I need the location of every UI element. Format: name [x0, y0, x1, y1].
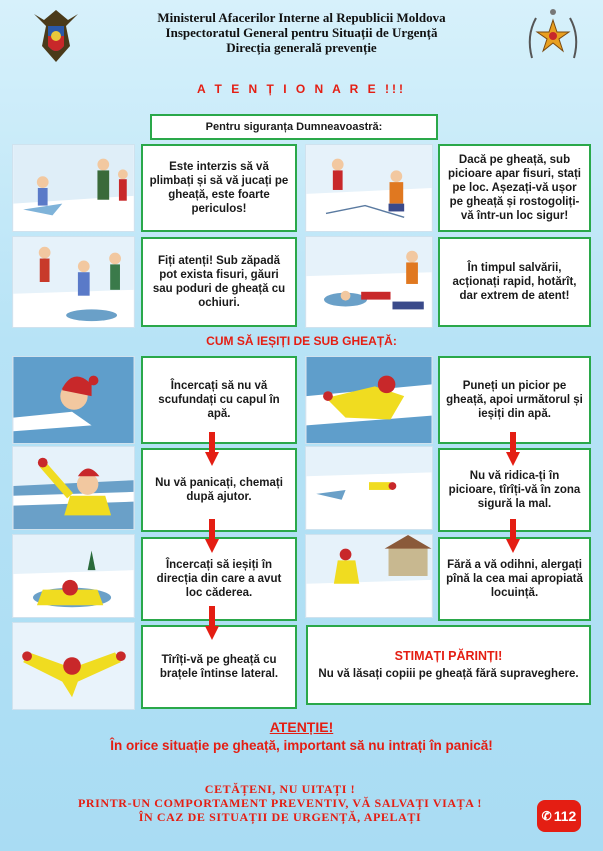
- illustration-run-home: [305, 534, 433, 618]
- step-box-left-1: [141, 356, 297, 444]
- tip-box-4: [438, 237, 591, 327]
- warning-text: În orice situație pe gheață, important să nu intrați în panică!: [110, 738, 493, 753]
- arrow-down-icon: [506, 519, 520, 553]
- emergency-number: 112: [553, 808, 577, 824]
- igsu-emblem-icon: [524, 6, 582, 66]
- header: [100, 10, 503, 55]
- illustration-crawl-arms-spread: [12, 622, 135, 710]
- parents-box: [306, 625, 591, 705]
- illustration-exit-direction: [12, 534, 135, 618]
- moldova-coat-of-arms-icon: [28, 6, 84, 68]
- step-box-left-2: [141, 448, 297, 532]
- parents-title: STIMAȚI PĂRINȚI!: [394, 649, 503, 663]
- illustration-rescue-chain: [305, 236, 433, 328]
- attention-title: A T E N Ț I O N A R E !!!: [197, 82, 406, 96]
- bottom-message: [40, 782, 520, 824]
- illustration-kids-on-ice: [12, 144, 135, 232]
- tip-box-2: [438, 144, 591, 232]
- step-box-left-3: [141, 537, 297, 621]
- illustration-leg-on-ice: [305, 356, 433, 444]
- header-ministry: Ministerul Afacerilor Interne al Republicii Moldova: [157, 10, 446, 25]
- tip-box-1: [141, 144, 297, 232]
- illustration-call-for-help: [12, 446, 135, 530]
- step-box-left-4: [141, 625, 297, 709]
- tip-text-2: Dacă pe gheață, sub picioare apar fisuri, stați pe loc. Așezați-vă ușor pe gheață și rostogoliți-vă într-un loc sigur!: [448, 154, 581, 222]
- parents-text: Nu vă lăsați copiii pe gheață fără supraveghere.: [318, 668, 579, 680]
- step-right-text-1: Puneți un picior pe gheață, apoi următorul și ieșiți din apă.: [446, 380, 583, 420]
- header-inspectorate: Inspectoratul General pentru Situații de Urgență: [165, 25, 438, 40]
- safety-heading-text: Pentru siguranța Dumneavoastră:: [205, 121, 383, 133]
- illustration-crawl-to-shore: [305, 446, 433, 530]
- arrow-down-icon: [205, 432, 219, 466]
- tip-text-3: Fiți atenți! Sub zăpadă pot exista fisuri, găuri sau poduri de gheață cu ochiuri.: [152, 255, 286, 309]
- bottom-line-1: CETĂȚENI, NU UITAȚI !: [204, 782, 356, 796]
- arrow-down-icon: [205, 519, 219, 553]
- phone-icon: ✆: [541, 809, 552, 823]
- illustration-head-above-water: [12, 356, 135, 444]
- escape-heading: CUM SĂ IEȘIȚI DE SUB GHEAȚĂ:: [206, 334, 397, 348]
- arrow-down-icon: [506, 432, 520, 466]
- step-left-text-2: Nu vă panicați, chemați după ajutor.: [155, 477, 283, 503]
- step-left-text-3: Încercați să ieșiți în direcția din care a avut loc căderea.: [156, 559, 282, 599]
- step-left-text-1: Încercați să nu vă scufundați cu capul în apă.: [158, 380, 280, 420]
- safety-heading: [150, 114, 438, 140]
- step-right-text-2: Nu vă ridica-ți în picioare, tîrîți-vă în zona sigură la mal.: [448, 470, 581, 510]
- illustration-cracks-ice: [305, 144, 433, 232]
- warning-title: ATENȚIE!: [269, 719, 334, 735]
- tip-text-4: În timpul salvării, acționați rapid, hotărît, dar extrem de atent!: [452, 262, 577, 302]
- header-directorate: Direcția generală prevenție: [226, 40, 377, 55]
- bottom-line-2: PRINTR-UN COMPORTAMENT PREVENTIV, VĂ SALVAȚI VIAȚA !: [77, 796, 483, 810]
- emergency-number-badge: [537, 800, 581, 832]
- bottom-line-3: ÎN CAZ DE SITUAȚII DE URGENȚĂ, APELAȚI: [138, 810, 422, 824]
- illustration-holes-under-snow: [12, 236, 135, 328]
- step-left-text-4: Tîrîți-vă pe gheață cu brațele întinse lateral.: [159, 654, 279, 680]
- step-right-text-3: Fără a vă odihni, alergați pînă la cea mai apropiată locuință.: [446, 559, 583, 599]
- tip-text-1: Este interzis să vă plimbați și să vă jucați pe gheață, este foarte periculos!: [149, 161, 289, 215]
- tip-box-3: [141, 237, 297, 327]
- arrow-down-icon: [205, 606, 219, 640]
- step-box-right-1: [438, 356, 591, 444]
